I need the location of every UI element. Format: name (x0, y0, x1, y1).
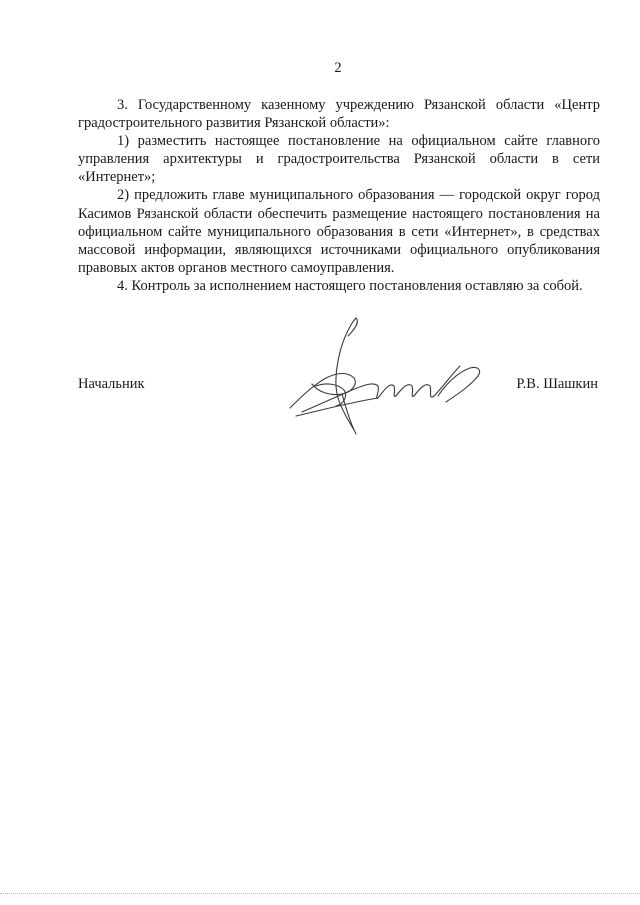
page-number: 2 (334, 60, 342, 76)
paragraph-subitem-2: 2) предложить главе муниципального образования — городской округ город Касимов Рязанской области обеспечить размещение настоящего постановления на официальном сайте муниципального образования в сети «Интернет», в средствах массовой информации, являющихся источниками официального опубликования правовых актов органов местного самоуправления. (78, 187, 600, 276)
signatory-position: Начальник (78, 376, 145, 392)
document-body (78, 96, 600, 295)
scan-edge-line (0, 893, 640, 895)
signature-block (78, 376, 600, 398)
paragraph-subitem-1: 1) разместить настоящее постановление на официальном сайте главного управления архитектуры и градостроительства Рязанской области в сети «Интернет»; (78, 133, 600, 186)
paragraph-item-3: 3. Государственному казенному учреждению Рязанской области «Центр градостроительного развития Рязанской области»: (78, 97, 600, 132)
signatory-name: Р.В. Шашкин (516, 376, 598, 392)
paragraph-item-4: 4. Контроль за исполнением настоящего постановления оставляю за собой. (117, 277, 583, 294)
